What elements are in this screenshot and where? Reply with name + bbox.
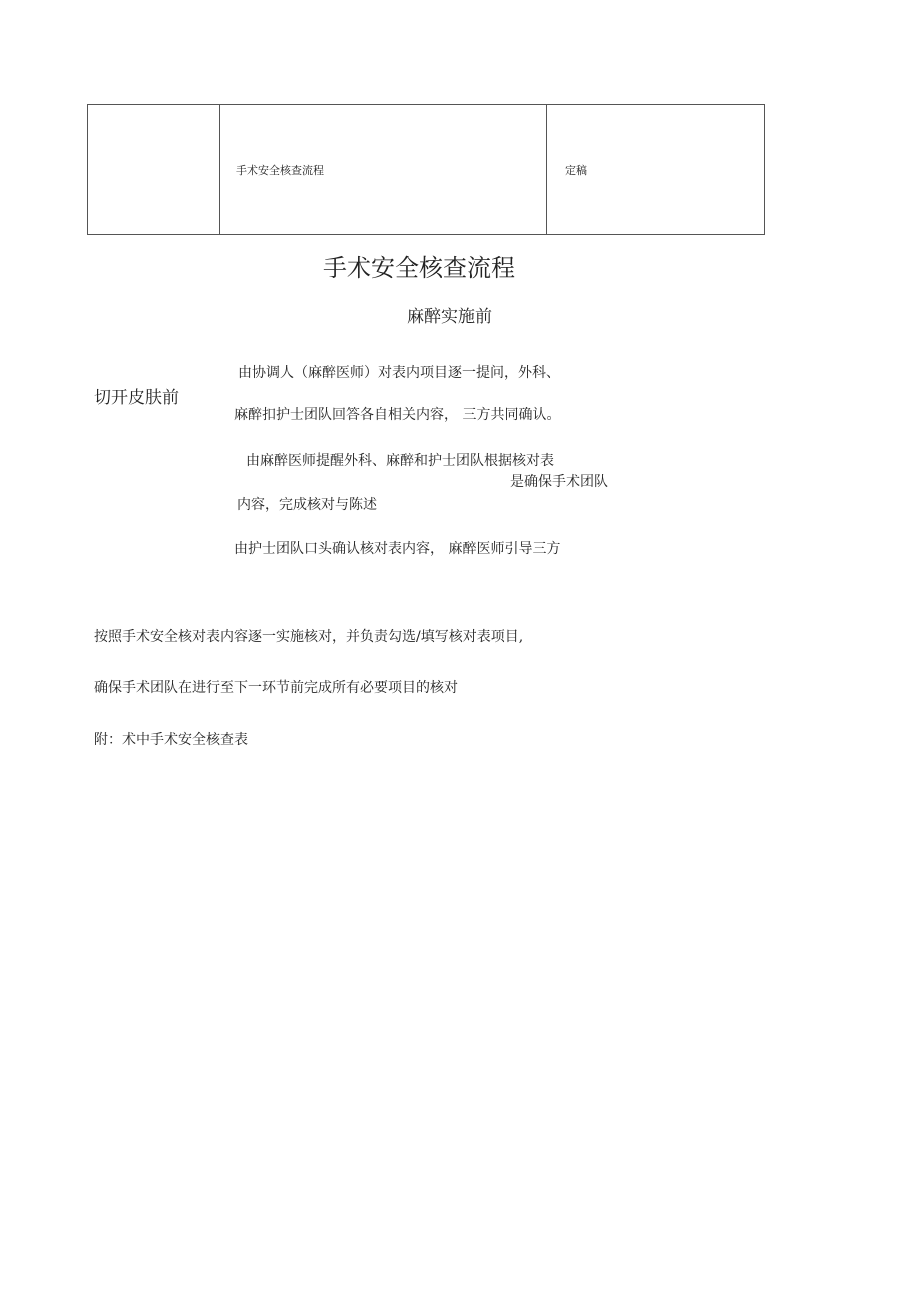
text-line: 麻醉扣护士团队回答各自相关内容， 三方共同确认。 — [234, 407, 561, 423]
text-line: 由麻醉医师提醒外科、麻醉和护士团队根据核对表 — [246, 453, 554, 469]
text-line: 内容，完成核对与陈述 — [237, 497, 377, 513]
paragraph: 确保手术团队在进行至下一环节前完成所有必要项目的核对 — [94, 680, 458, 696]
header-cell-status: 定稿 — [565, 163, 587, 177]
header-cell-title: 手术安全核查流程 — [220, 105, 547, 234]
text-line: 由协调人（麻醉医师）对表内项目逐一提问，外科、 — [238, 365, 560, 381]
section-title: 麻醉实施前 — [407, 307, 492, 327]
header-cell-empty — [88, 105, 220, 234]
text-line: 是确保手术团队 — [510, 474, 608, 490]
text-line: 由护士团队口头确认核对表内容， 麻醉医师引导三方 — [234, 541, 561, 557]
side-label: 切开皮肤前 — [94, 388, 179, 408]
header-table — [87, 104, 765, 235]
paragraph: 按照手术安全核对表内容逐一实施核对，并负责勾选/填写核对表项目, — [94, 629, 524, 645]
document-title: 手术安全核查流程 — [323, 254, 515, 282]
appendix-note: 附：术中手术安全核查表 — [94, 732, 248, 748]
